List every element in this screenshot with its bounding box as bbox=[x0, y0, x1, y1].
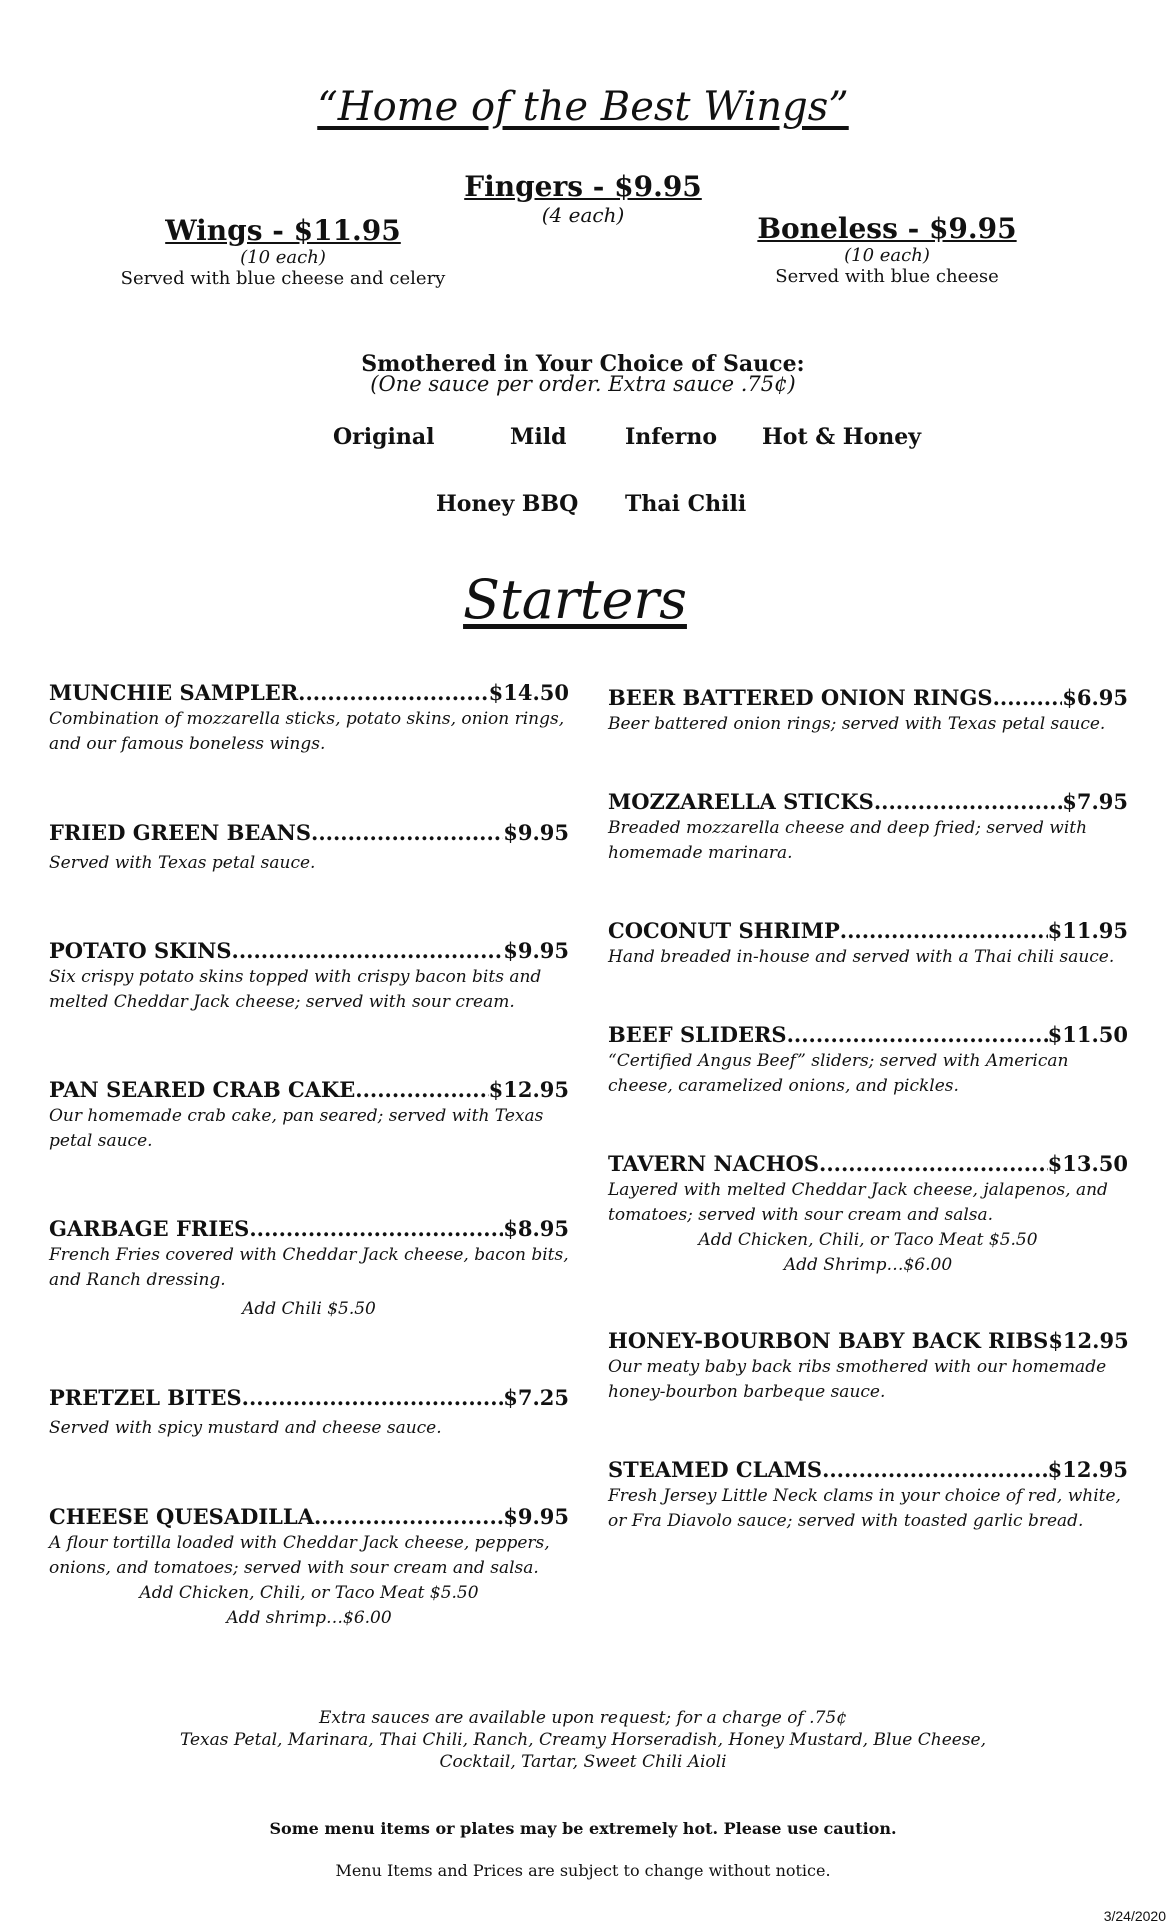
item-price: $12.95 bbox=[488, 1077, 569, 1102]
menu-item-onion-rings bbox=[608, 685, 1128, 737]
fingers-title: Fingers - $9.95 bbox=[464, 170, 702, 203]
sauce-hot-honey: Hot & Honey bbox=[762, 424, 922, 450]
menu-item-coconut-shrimp bbox=[608, 918, 1128, 970]
boneless-desc: Served with blue cheese bbox=[775, 266, 999, 287]
item-price: $13.50 bbox=[1047, 1151, 1128, 1176]
price-disclaimer: Menu Items and Prices are subject to change without notice. bbox=[335, 1861, 831, 1880]
item-desc: Layered with melted Cheddar Jack cheese, jalapenos, and tomatoes; served with sour cream and salsa. bbox=[608, 1180, 1108, 1225]
menu-item-steamed-clams bbox=[608, 1457, 1128, 1534]
menu-item-cheese-quesadilla bbox=[49, 1504, 569, 1631]
item-desc: Served with spicy mustard and cheese sauce. bbox=[49, 1418, 442, 1438]
item-desc: French Fries covered with Cheddar Jack cheese, bacon bits, and Ranch dressing. bbox=[49, 1245, 569, 1290]
item-name: GARBAGE FRIES bbox=[49, 1216, 250, 1241]
item-addon: Add Chicken, Chili, or Taco Meat $5.50 bbox=[139, 1583, 479, 1603]
item-price: $6.95 bbox=[1062, 685, 1128, 710]
item-name: COCONUT SHRIMP bbox=[608, 918, 840, 943]
item-addon: Add shrimp…$6.00 bbox=[226, 1608, 392, 1628]
menu-item-tavern-nachos bbox=[608, 1151, 1128, 1278]
caution-note: Some menu items or plates may be extremely hot. Please use caution. bbox=[269, 1819, 897, 1838]
date-stamp: 3/24/2020 bbox=[1103, 1908, 1166, 1924]
wings-title: Wings - $11.95 bbox=[165, 214, 401, 247]
item-addon: Add Chicken, Chili, or Taco Meat $5.50 bbox=[698, 1230, 1038, 1250]
item-name: PRETZEL BITES bbox=[49, 1385, 242, 1410]
menu-item-beef-sliders bbox=[608, 1022, 1128, 1099]
item-name: PAN SEARED CRAB CAKE bbox=[49, 1077, 356, 1102]
item-price: $14.50 bbox=[488, 680, 569, 705]
sauce-inferno: Inferno bbox=[625, 424, 718, 450]
wings-desc: Served with blue cheese and celery bbox=[120, 268, 446, 289]
item-price: $8.95 bbox=[503, 1216, 569, 1241]
item-desc: Hand breaded in-house and served with a Thai chili sauce. bbox=[608, 947, 1115, 967]
extra-sauce-note: Extra sauces are available upon request; for a charge of .75¢ bbox=[318, 1708, 848, 1728]
item-price: $12.95 bbox=[1047, 1457, 1128, 1482]
menu-item-garbage-fries bbox=[49, 1216, 569, 1322]
item-desc: Served with Texas petal sauce. bbox=[49, 853, 316, 873]
item-name: TAVERN NACHOS bbox=[608, 1151, 820, 1176]
item-name: MUNCHIE SAMPLER bbox=[49, 680, 299, 705]
item-desc: A flour tortilla loaded with Cheddar Jack cheese, peppers, onions, and tomatoes; served with sour cream and salsa. bbox=[49, 1533, 550, 1578]
wings-count: (10 each) bbox=[240, 247, 326, 268]
sauce-note: (One sauce per order. Extra sauce .75¢) bbox=[370, 372, 796, 396]
extra-sauce-list-1: Texas Petal, Marinara, Thai Chili, Ranch, Creamy Horseradish, Honey Mustard, Blue Cheese, bbox=[179, 1730, 987, 1750]
item-desc: Six crispy potato skins topped with crispy bacon bits and melted Cheddar Jack cheese; served with sour cream. bbox=[49, 967, 542, 1012]
menu-tagline bbox=[0, 84, 1166, 130]
menu-item-fried-green-beans bbox=[49, 820, 569, 876]
menu-item-mozzarella-sticks bbox=[608, 789, 1128, 866]
item-desc: Combination of mozzarella sticks, potato skins, onion rings, and our famous boneless wings. bbox=[49, 709, 565, 754]
item-price: $7.25 bbox=[503, 1385, 569, 1410]
menu-item-pretzel-bites bbox=[49, 1385, 569, 1441]
item-desc: Fresh Jersey Little Neck clams in your choice of red, white, or Fra Diavolo sauce; served with toasted garlic bread. bbox=[608, 1486, 1121, 1531]
menu-item-munchie-sampler bbox=[49, 680, 569, 757]
item-price: $11.50 bbox=[1047, 1022, 1128, 1047]
item-addon: Add Chili $5.50 bbox=[242, 1299, 376, 1319]
sauce-mild: Mild bbox=[510, 424, 567, 450]
item-desc: Breaded mozzarella cheese and deep fried; served with homemade marinara. bbox=[608, 818, 1088, 863]
sauce-heading: Smothered in Your Choice of Sauce: bbox=[361, 351, 805, 377]
menu-item-crab-cake bbox=[49, 1077, 569, 1154]
item-addon: Add Shrimp…$6.00 bbox=[783, 1255, 953, 1275]
item-desc: Beer battered onion rings; served with Texas petal sauce. bbox=[608, 714, 1106, 734]
item-price: $12.95 bbox=[1048, 1328, 1129, 1353]
item-name: BEER BATTERED ONION RINGS bbox=[608, 685, 993, 710]
extra-sauce-list-2: Cocktail, Tartar, Sweet Chili Aioli bbox=[439, 1752, 727, 1772]
sauce-original: Original bbox=[333, 424, 435, 450]
item-desc: “Certified Angus Beef” sliders; served with American cheese, caramelized onions, and pickles. bbox=[608, 1051, 1069, 1096]
sauce-thai-chili: Thai Chili bbox=[625, 491, 747, 517]
item-desc: Our meaty baby back ribs smothered with our homemade honey-bourbon barbeque sauce. bbox=[608, 1357, 1107, 1402]
starters-title-text: Starters bbox=[463, 568, 687, 631]
item-desc: Our homemade crab cake, pan seared; served with Texas petal sauce. bbox=[49, 1106, 544, 1151]
item-price: $9.95 bbox=[503, 1504, 569, 1529]
item-price: $11.95 bbox=[1047, 918, 1128, 943]
starters-heading bbox=[0, 568, 1150, 631]
menu-item-baby-back-ribs bbox=[608, 1328, 1128, 1405]
item-name: CHEESE QUESADILLA bbox=[49, 1504, 314, 1529]
item-name: MOZZARELLA STICKS bbox=[608, 789, 874, 814]
boneless-block bbox=[687, 212, 1087, 287]
item-name: POTATO SKINS bbox=[49, 938, 232, 963]
item-price: $9.95 bbox=[503, 938, 569, 963]
boneless-count: (10 each) bbox=[844, 245, 930, 266]
item-name: HONEY-BOURBON BABY BACK RIBS bbox=[608, 1328, 1049, 1353]
item-price: $7.95 bbox=[1062, 789, 1128, 814]
menu-item-potato-skins bbox=[49, 938, 569, 1015]
item-name: BEEF SLIDERS bbox=[608, 1022, 787, 1047]
item-name: STEAMED CLAMS bbox=[608, 1457, 823, 1482]
fingers-count: (4 each) bbox=[541, 203, 625, 227]
item-price: $9.95 bbox=[503, 820, 569, 845]
item-name: FRIED GREEN BEANS bbox=[49, 820, 312, 845]
boneless-title: Boneless - $9.95 bbox=[757, 212, 1017, 245]
tagline-text: “Home of the Best Wings” bbox=[317, 84, 849, 130]
sauce-honey-bbq: Honey BBQ bbox=[436, 491, 579, 517]
